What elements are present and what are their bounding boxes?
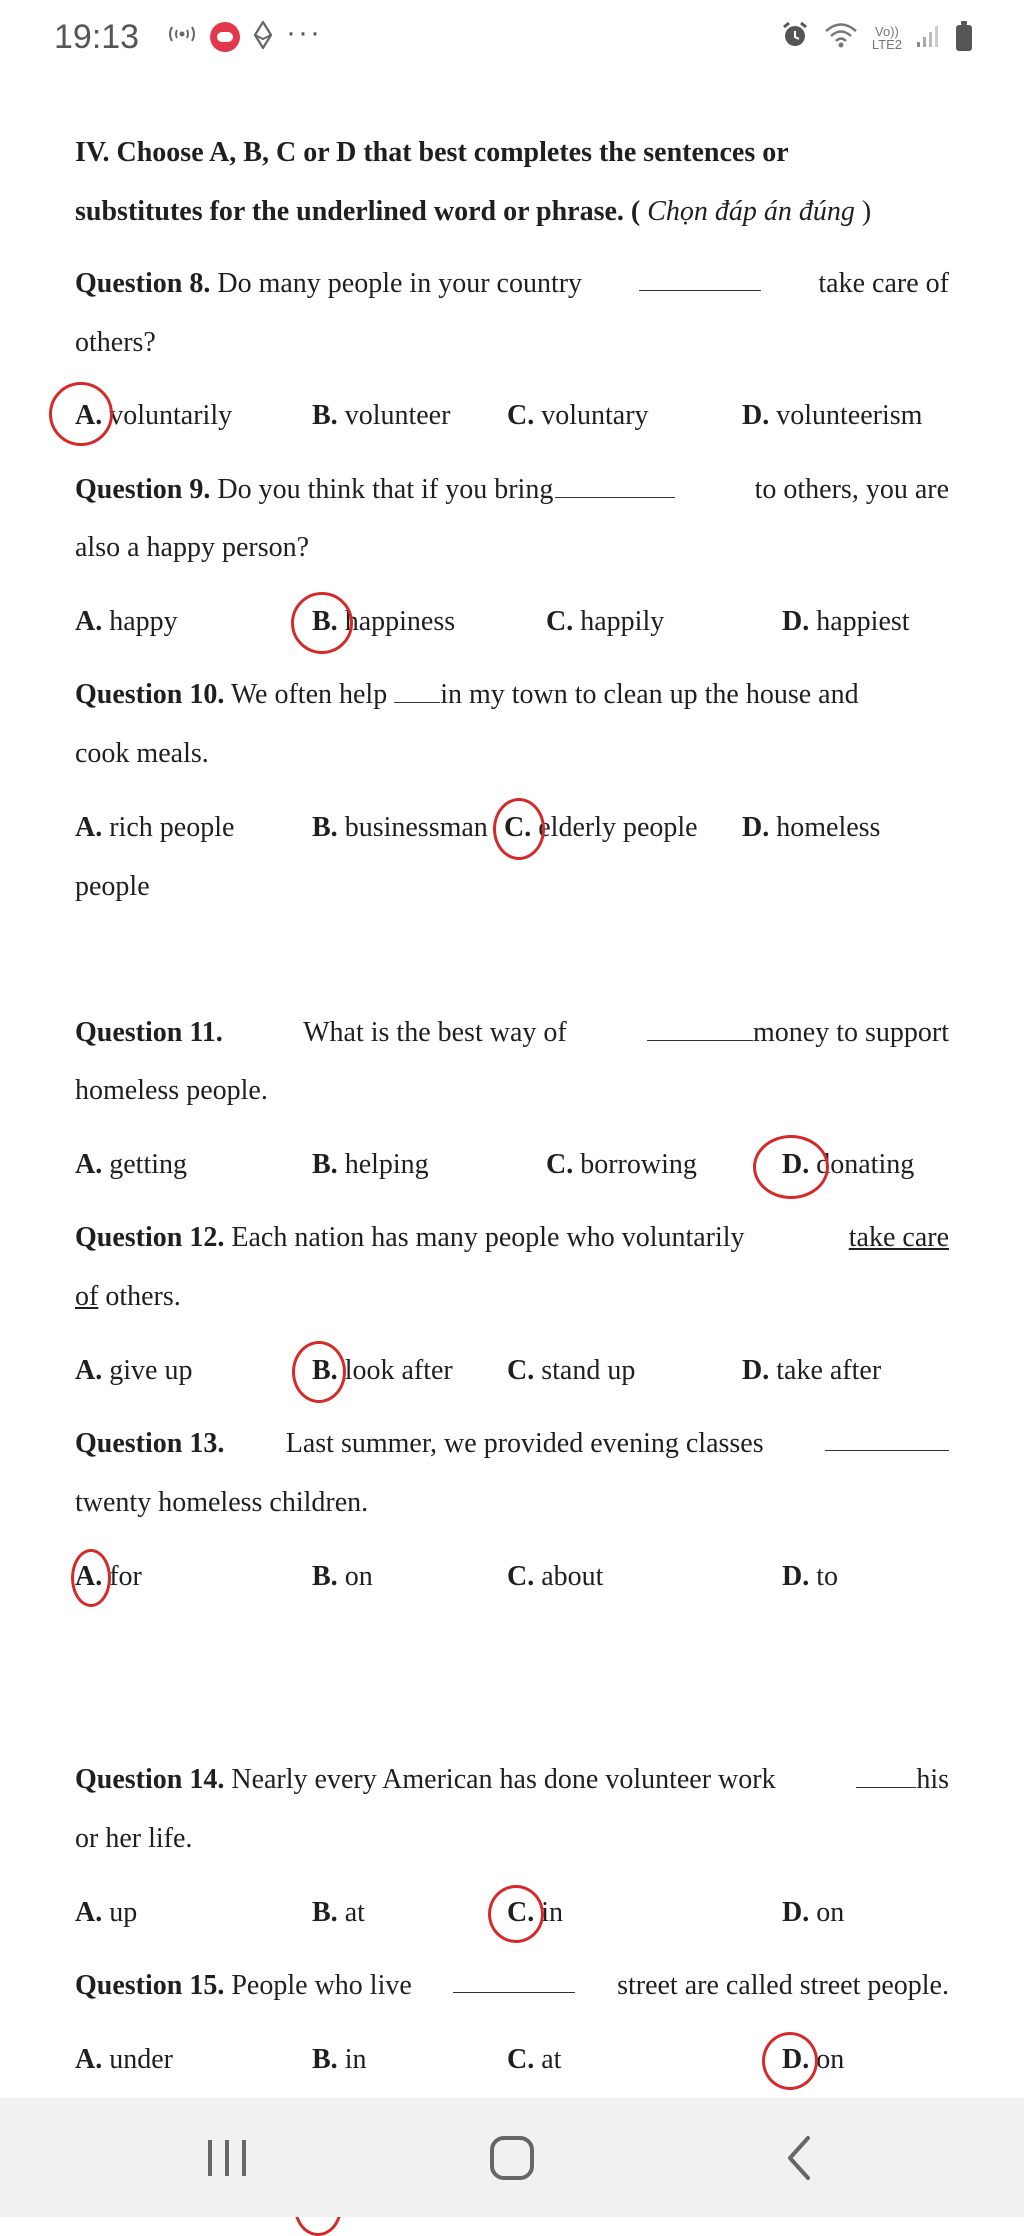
question-12-line1 (75, 1218, 949, 1258)
home-button[interactable] (477, 2128, 547, 2188)
recent-apps-icon (192, 2128, 262, 2188)
more-dots-icon: ··· (286, 16, 322, 49)
section-title-note: Chọn đáp án đúng (647, 196, 855, 227)
question-10-line2: cook meals. (75, 738, 209, 769)
question-10-line1 (75, 675, 949, 715)
question-8-label: Question 8. (75, 268, 211, 299)
option-d[interactable]: D. donating (782, 1149, 915, 1180)
status-time: 19:13 (54, 18, 140, 56)
option-a[interactable]: A. getting (75, 1149, 187, 1180)
question-14-options (75, 1893, 949, 1933)
option-b[interactable]: B. at (312, 1897, 365, 1928)
question-15-label: Question 15. (75, 1970, 225, 2001)
question-12-text-a: Each nation has many people who voluntarily (231, 1222, 745, 1253)
option-d[interactable]: D. on (782, 1897, 845, 1928)
question-11-line1 (75, 1013, 949, 1053)
question-12-line2: of others. (75, 1281, 181, 1312)
question-11-text-b: money to support (753, 1017, 949, 1048)
question-8-options (75, 396, 949, 436)
question-12-label: Question 12. (75, 1222, 225, 1253)
question-8-text-b: take care of (818, 268, 949, 299)
option-a[interactable]: A. give up (75, 1355, 193, 1386)
question-12-underlined-b: of (75, 1281, 99, 1312)
option-c[interactable]: C. in (507, 1897, 564, 1928)
question-11-text-a: What is the best way of (303, 1017, 567, 1048)
question-10-option-wrap: people (75, 871, 150, 902)
question-8-line1 (75, 264, 949, 304)
option-c[interactable]: C. about (507, 1561, 604, 1592)
question-11-options (75, 1145, 949, 1185)
option-c[interactable]: C. borrowing (546, 1149, 697, 1180)
option-a[interactable]: A. for (75, 1561, 142, 1592)
alarm-icon (780, 20, 810, 55)
option-a[interactable]: A. under (75, 2044, 173, 2075)
back-button[interactable] (764, 2128, 834, 2188)
question-8-line2: others? (75, 327, 156, 358)
option-c[interactable]: C. elderly people (504, 812, 698, 843)
question-15-text-a: People who live (231, 1970, 412, 2001)
battery-icon (956, 25, 972, 51)
answer-blank (453, 1966, 575, 1993)
option-a[interactable]: A. happy (75, 606, 178, 637)
question-9-options (75, 602, 949, 642)
question-10-options (75, 808, 949, 848)
volte-line2: LTE2 (871, 36, 902, 52)
status-right-icons (780, 20, 972, 55)
question-11-line2: homeless people. (75, 1075, 268, 1106)
option-c[interactable]: C. voluntary (507, 400, 649, 431)
option-a[interactable]: A. rich people (75, 812, 235, 843)
option-d[interactable]: D. happiest (782, 606, 910, 637)
status-bar (0, 0, 1024, 80)
question-15-options (75, 2040, 949, 2080)
question-9-text-a: Do you think that if you bring (217, 474, 554, 505)
question-15-text-b: street are called street people. (617, 1970, 949, 2001)
option-b[interactable]: B. helping (312, 1149, 429, 1180)
answer-blank (394, 676, 440, 703)
option-b[interactable]: B. look after (312, 1355, 453, 1386)
section-title-close: ) (861, 196, 872, 227)
question-12-options (75, 1351, 949, 1391)
option-b[interactable]: B. on (312, 1561, 373, 1592)
question-13-text-a: Last summer, we provided evening classes (285, 1428, 764, 1459)
answer-blank (555, 471, 675, 498)
answer-blank (647, 1014, 753, 1041)
question-13-label: Question 13. (75, 1428, 225, 1459)
question-14-line2: or her life. (75, 1823, 193, 1854)
volte-line1: Vo)) (875, 23, 899, 39)
question-9-label: Question 9. (75, 474, 211, 505)
app-notification-icon (210, 22, 240, 52)
question-11-label: Question 11. (75, 1017, 223, 1048)
question-10-label: Question 10. (75, 679, 225, 710)
question-9-text-b: to others, you are (754, 474, 949, 505)
volte-icon (872, 25, 902, 51)
option-d[interactable]: D. take after (742, 1355, 882, 1386)
question-12-underlined-a: take care (848, 1222, 949, 1253)
back-icon (764, 2128, 834, 2188)
answer-blank (825, 1424, 949, 1451)
option-d[interactable]: D. homeless (742, 812, 881, 843)
question-15-line1 (75, 1966, 949, 2006)
option-d[interactable]: D. volunteerism (742, 400, 923, 431)
section-title-line1 (75, 133, 949, 173)
navigation-bar (0, 2098, 1024, 2217)
option-b[interactable]: B. in (312, 2044, 367, 2075)
answer-blank (639, 264, 761, 291)
option-a[interactable]: A. voluntarily (75, 400, 233, 431)
question-13-line1 (75, 1424, 949, 1464)
vpn-icon (254, 21, 272, 54)
signal-icon (916, 22, 942, 53)
question-13-options (75, 1557, 949, 1597)
question-13-line2: twenty homeless children. (75, 1487, 369, 1518)
section-title-part2: substitutes for the underlined word or phrase. ( (75, 196, 641, 227)
question-10-text-a: We often help (230, 679, 388, 710)
section-title-line2 (75, 192, 949, 232)
question-14-line1 (75, 1760, 949, 1800)
wifi-icon (824, 21, 858, 54)
hotspot-icon (168, 23, 196, 51)
answer-blank (856, 1761, 916, 1788)
question-14-label: Question 14. (75, 1764, 225, 1795)
option-d[interactable]: D. on (782, 2044, 845, 2075)
option-d[interactable]: D. to (782, 1561, 839, 1592)
status-left-icons (168, 16, 322, 54)
home-icon (477, 2128, 547, 2188)
option-c[interactable]: C. stand up (507, 1355, 636, 1386)
option-b[interactable]: B. volunteer (312, 400, 451, 431)
question-14-text-a: Nearly every American has done volunteer work (231, 1764, 776, 1795)
option-c[interactable]: C. happily (546, 606, 665, 637)
recent-apps-button[interactable] (192, 2128, 262, 2188)
option-b[interactable]: B. businessman (312, 812, 488, 843)
question-8-text-a: Do many people in your country (217, 268, 583, 299)
option-b[interactable]: B. happiness (312, 606, 456, 637)
question-9-line2: also a happy person? (75, 532, 310, 563)
question-14-text-b: his (916, 1764, 949, 1795)
question-9-line1 (75, 470, 949, 510)
option-c[interactable]: C. at (507, 2044, 562, 2075)
section-title-part1: IV. Choose A, B, C or D that best completes the sentences or (75, 137, 789, 168)
option-a[interactable]: A. up (75, 1897, 138, 1928)
question-10-text-b: in my town to clean up the house and (440, 679, 859, 710)
